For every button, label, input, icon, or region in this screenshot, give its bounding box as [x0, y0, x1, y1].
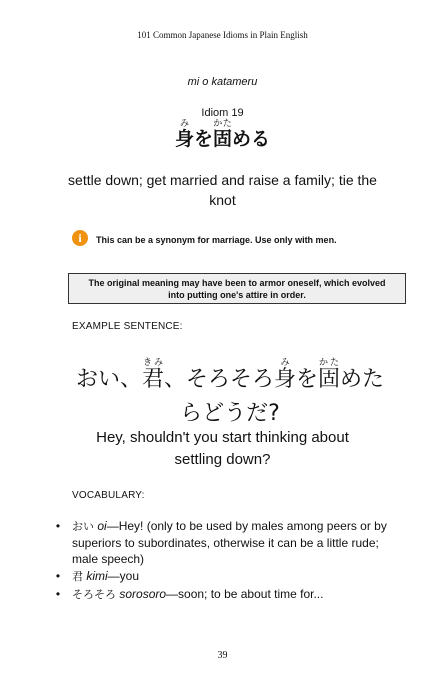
idiom-meaning: settle down; get married and raise a family; tie the knot [68, 172, 377, 208]
origin-note-line: into putting one's attire in order. [168, 290, 306, 300]
example-sentence-japanese: おい、君きみ、そろそろ身みを固かためた らどうだ? [75, 358, 385, 426]
example-label: EXAMPLE SENTENCE: [72, 321, 183, 332]
info-icon: i [72, 230, 88, 246]
ruby-mi: 身み [273, 358, 296, 392]
bullet-icon: • [55, 569, 61, 583]
list-item: • 君 kimi—you [52, 568, 397, 585]
ruby-kata: 固かた [213, 119, 233, 150]
list-item: • そろそろ sorosoro—soon; to be about time for... [52, 586, 397, 603]
vocabulary-label: VOCABULARY: [72, 490, 145, 501]
running-head: 101 Common Japanese Idioms in Plain English [137, 30, 308, 40]
ruby-kata: 固かた [318, 358, 341, 392]
bullet-icon: • [55, 519, 61, 533]
ruby-kimi: 君きみ [141, 358, 164, 392]
vocabulary-list [52, 518, 397, 604]
idiom-romaji: mi o katameru [187, 76, 258, 88]
usage-note [72, 228, 412, 248]
ruby-mi: 身み [174, 119, 194, 150]
page-number: 39 [217, 650, 228, 661]
origin-note-box [68, 273, 406, 304]
bullet-icon: • [55, 587, 61, 601]
idiom-number: Idiom 19 [201, 107, 244, 119]
list-item: • おい oi—Hey! (only to be used by males among peers or by superiors to subordinates, otherwise it can be a little rude; male speech) [52, 518, 397, 567]
origin-note-line: The original meaning may have been to armor oneself, which evolved [88, 278, 386, 288]
example-sentence-english: Hey, shouldn't you start thinking about settling down? [96, 429, 349, 468]
idiom-japanese: 身みを固かためる [174, 119, 271, 150]
usage-note-text: This can be a synonym for marriage. Use only with men. [96, 235, 337, 245]
